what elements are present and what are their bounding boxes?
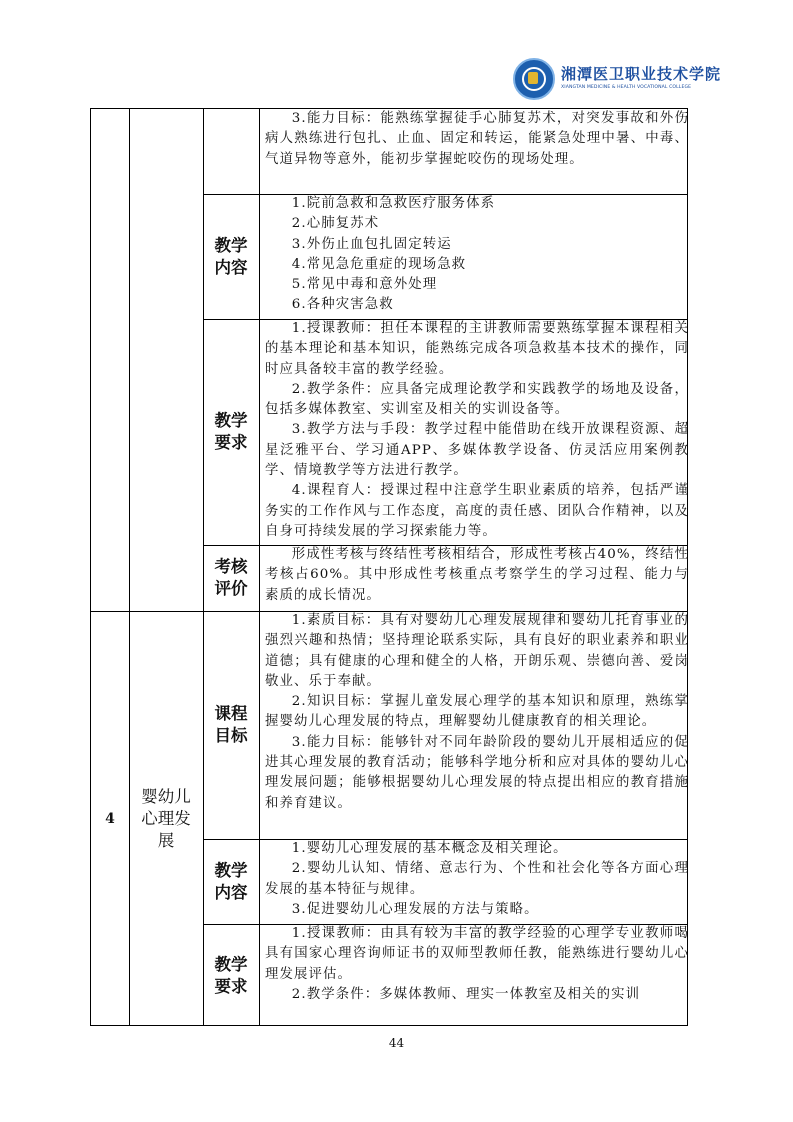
course4-req-label-cell <box>203 924 259 1027</box>
course3-req-education: 4.课程育人：授课过程中注意学生职业素质的培养，包括严谨务实的工作作风与工作态度，高度的责任感、团队合作精神，以及自身可持续发展的学习探索能力等。 <box>265 483 689 539</box>
course3-content-item: 3.外伤止血包扎固定转运 <box>291 236 452 252</box>
course4-goal-cell <box>259 611 689 839</box>
logo-english-name: XIANGTAN MEDICINE & HEALTH VOCATIONAL COLLEGE <box>561 85 692 91</box>
curriculum-table <box>90 108 688 1026</box>
course3-content-item: 6.各种灾害急救 <box>291 297 394 313</box>
course4-content-item: 2.婴幼儿认知、情绪、意志行为、个性和社会化等各方面心理发展的基本特征与规律。 <box>265 861 689 897</box>
course4-content-item: 1.婴幼儿心理发展的基本概念及相关理论。 <box>291 841 568 856</box>
course4-number-cell <box>91 611 129 1027</box>
course3-req-methods: 3.教学方法与手段：教学过程中能借助在线开放课程资源、超星泛雅平台、学习通APP、多媒体教学设备、仿灵活应用案例教学、情境教学等方法进行教学。 <box>265 422 689 479</box>
course3-content-label-cell <box>203 194 259 319</box>
course3-goal-cell <box>259 109 689 194</box>
course4-content-label-cell <box>203 839 259 924</box>
assessment-label: 考核评价 <box>214 557 248 598</box>
course4-req-teacher: 1.授课教师：由具有较为丰富的教学经验的心理学专业教师喝具有国家心理咨询师证书的双师型教师任教，能熟练进行婴幼儿心理发展评估。 <box>265 926 689 982</box>
course3-content-item: 2.心肺复苏术 <box>291 216 380 232</box>
course3-eval-cell <box>259 545 689 611</box>
course3-content-item: 1.院前急救和急救医疗服务体系 <box>291 196 496 211</box>
course3-eval-text: 形成性考核与终结性考核相结合，形成性考核占40%，终结性考核占60%。其中形成性考核重点考察学生的学习过程、能力与素质的成长情况。 <box>265 547 689 603</box>
course4-name-cell <box>129 611 203 1027</box>
course3-req-teacher: 1.授课教师：担任本课程的主讲教师需要熟练掌握本课程相关的基本理论和基本知识，能熟练完成各项急救基本技术的操作，同时应具备较丰富的教学经验。 <box>265 321 689 377</box>
course3-content-item: 5.常见中毒和意外处理 <box>291 277 438 293</box>
college-seal-icon <box>513 58 555 100</box>
course3-req-cell <box>259 319 689 545</box>
course4-goal-quality: 1.素质目标：具有对婴幼儿心理发展规律和婴幼儿托育事业的强烈兴趣和热情；坚持理论联系实际，具有良好的职业素养和职业道德；具有健康的心理和健全的人格，开朗乐观、崇德向善、爱岗敬业、乐于奉献。 <box>265 613 689 689</box>
course-name: 婴幼儿心理发展 <box>141 787 191 850</box>
teaching-requirements-label: 教学要求 <box>214 954 248 996</box>
course4-goal-knowledge: 2.知识目标：掌握儿童发展心理学的基本知识和原理，熟练掌握婴幼儿心理发展的特点，理解婴幼儿健康教育的相关理论。 <box>265 694 689 730</box>
course4-goal-ability: 3.能力目标：能够针对不同年龄阶段的婴幼儿开展相适应的促进其心理发展的教育活动；能够科学地分析和应对具体的婴幼儿心理发展问题；能够根据婴幼儿心理发展的特点提出相应的教育措施和养育建议。 <box>265 734 689 811</box>
course4-content-item: 3.促进婴幼儿心理发展的方法与策略。 <box>291 901 539 917</box>
logo-text <box>561 67 721 91</box>
course4-content-cell <box>259 839 689 924</box>
course3-req-label-cell <box>203 319 259 545</box>
logo-chinese-name: 湘潭医卫职业技术学院 <box>561 65 722 84</box>
teaching-content-label: 教学内容 <box>214 860 248 902</box>
course3-req-conditions: 2.教学条件：应具备完成理论教学和实践教学的场地及设备，包括多媒体教室、实训室及相关的实训设备等。 <box>265 381 689 418</box>
course4-req-cell <box>259 924 689 1027</box>
page-number: 44 <box>388 1036 405 1050</box>
teaching-content-label: 教学内容 <box>214 235 248 277</box>
course3-content-item: 4.常见急危重症的现场急救 <box>291 256 467 272</box>
course3-goal-ability: 3.能力目标：能熟练掌握徒手心肺复苏术，对突发事故和外伤病人熟练进行包扎、止血、固定和转运，能紧急处理中暑、中毒、气道异物等意外，能初步掌握蛇咬伤的现场处理。 <box>265 111 689 167</box>
course3-content-cell <box>259 194 689 319</box>
course-goal-label: 课程目标 <box>214 704 248 745</box>
course4-goal-label-cell <box>203 611 259 839</box>
course-number: 4 <box>105 811 115 827</box>
college-logo <box>513 58 722 100</box>
teaching-requirements-label: 教学要求 <box>214 411 248 452</box>
course3-eval-label-cell <box>203 545 259 611</box>
course4-req-conditions: 2.教学条件：多媒体教师、理实一体教室及相关的实训 <box>291 986 641 1002</box>
